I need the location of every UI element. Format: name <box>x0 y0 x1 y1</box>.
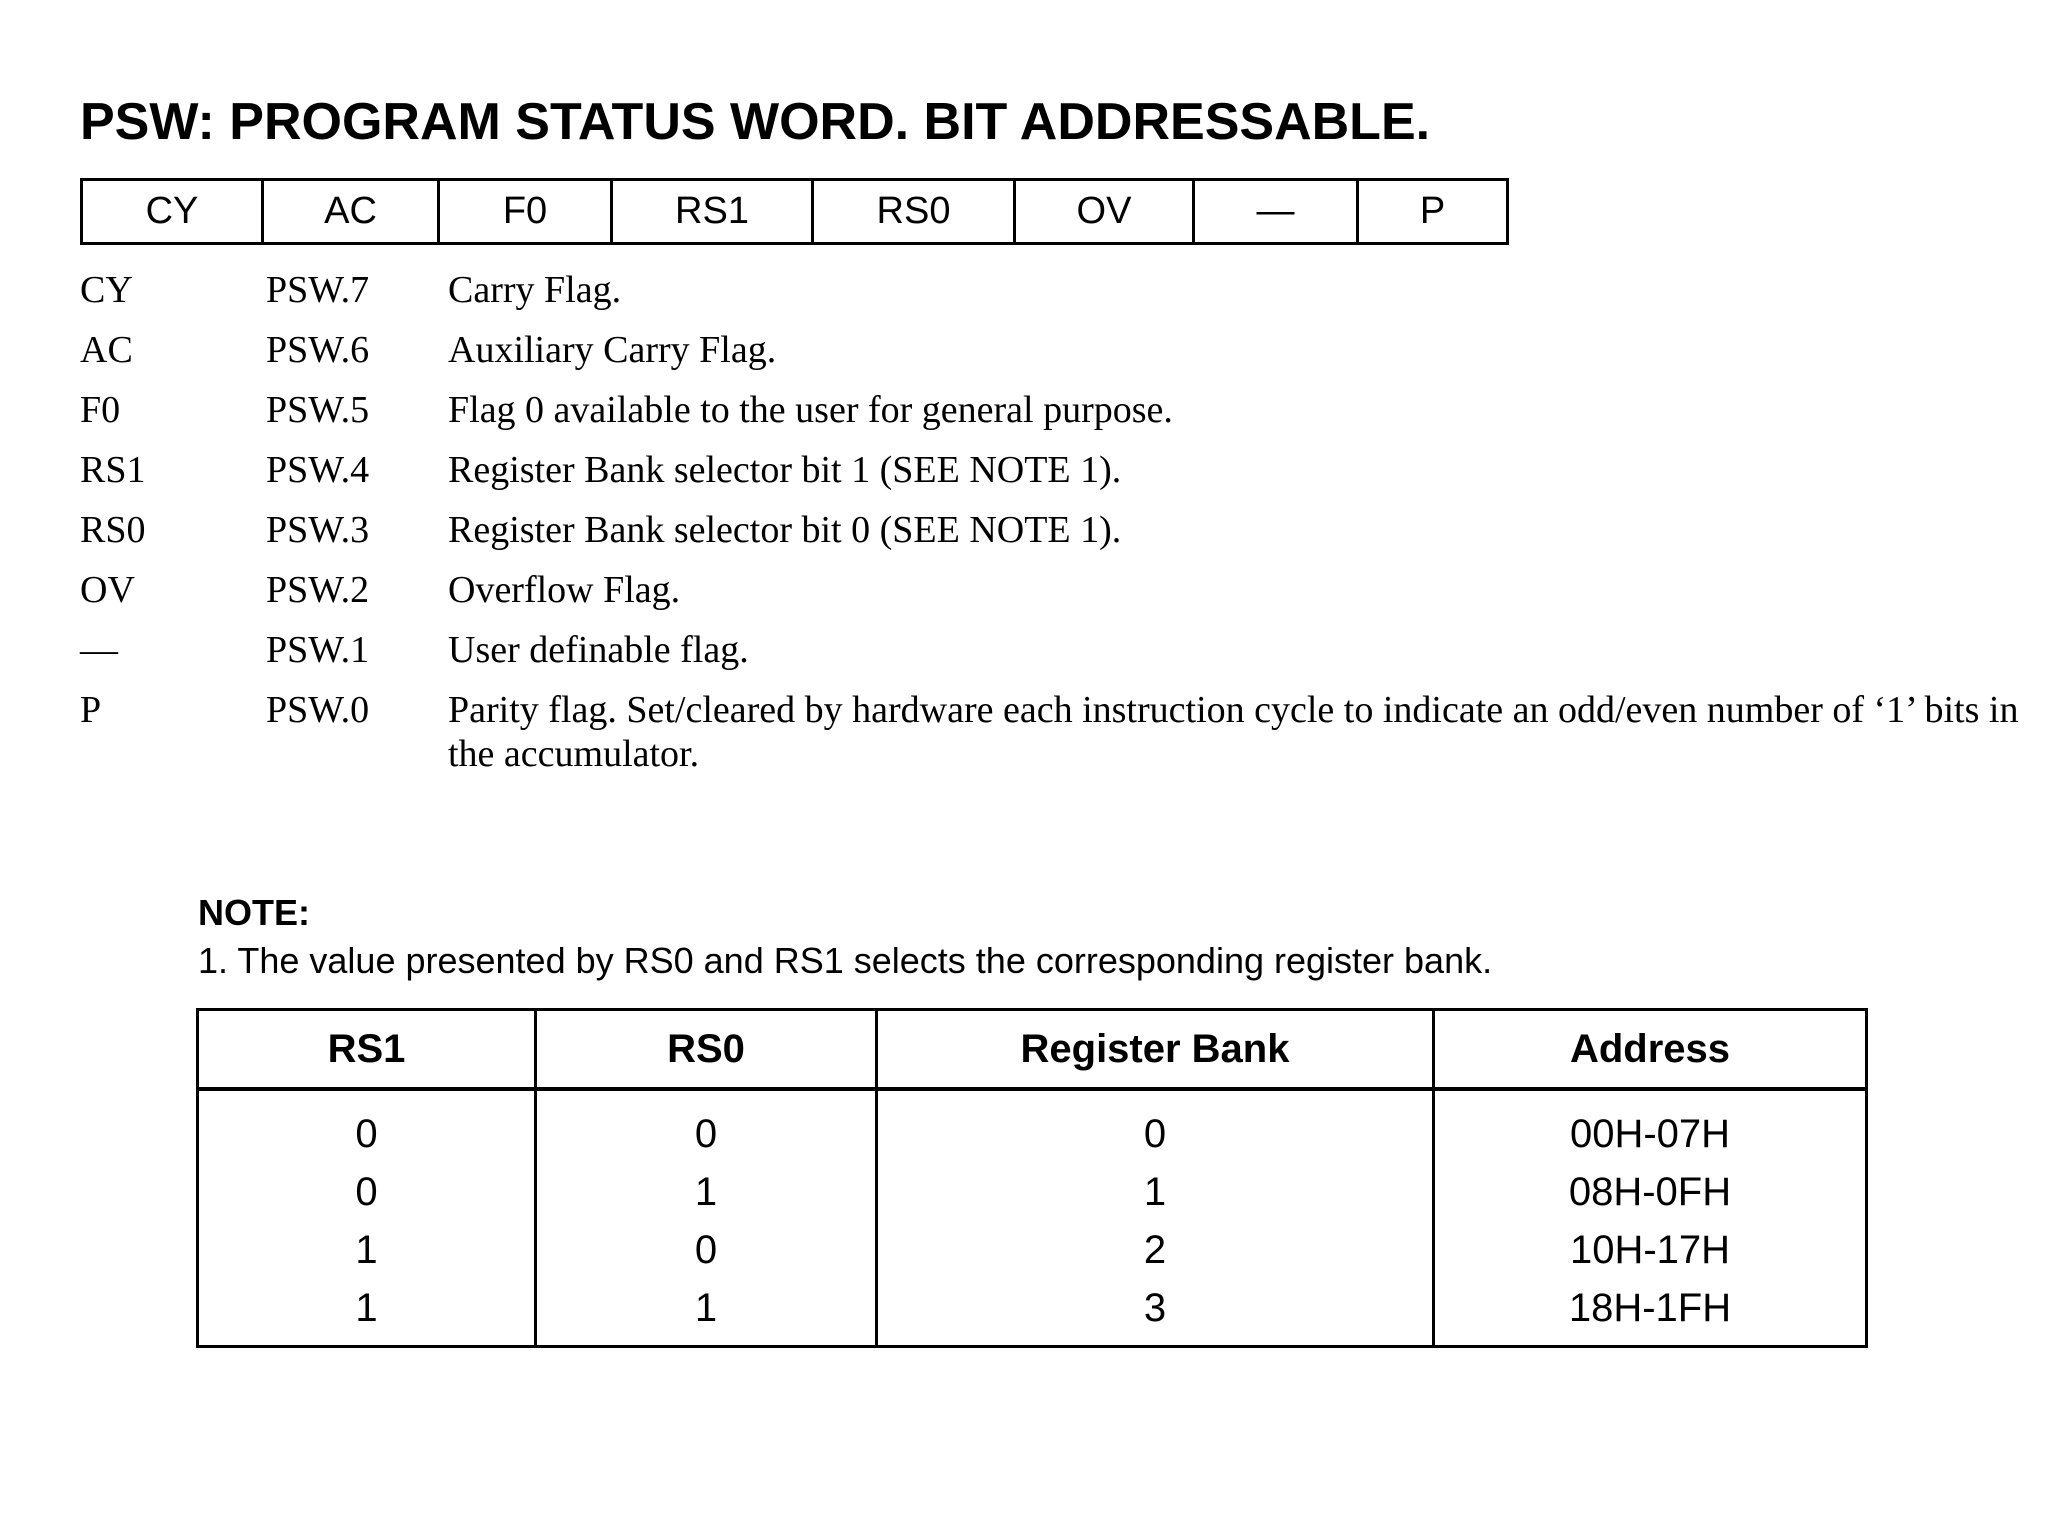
column-header-rs1: RS1 <box>199 1011 537 1087</box>
bit-description: User definable flag. <box>448 629 749 671</box>
list-item <box>80 628 2030 688</box>
bit-symbol: RS0 <box>80 509 146 551</box>
register-bit-rs0: RS0 <box>814 181 1016 242</box>
list-item <box>80 688 2030 788</box>
register-bit-p: P <box>1419 190 1446 232</box>
bit-description: Auxiliary Carry Flag. <box>448 329 777 371</box>
column-header-register-bank: Register Bank <box>878 1011 1435 1087</box>
register-bit-unused: — <box>1195 181 1359 242</box>
table-cell: 3 <box>1143 1286 1167 1330</box>
table-column-address <box>1435 1091 1865 1345</box>
bit-symbol: OV <box>80 569 135 611</box>
list-item <box>80 508 2030 568</box>
register-bit-ov: OV <box>1016 181 1195 242</box>
table-column-rs0 <box>537 1091 878 1345</box>
table-cell: 00H-07H <box>1569 1112 1731 1156</box>
table-column-rs1 <box>199 1091 537 1345</box>
bit-symbol: — <box>80 629 118 671</box>
bit-address: PSW.4 <box>266 449 370 491</box>
note-text: 1. The value presented by RS0 and RS1 selects the corresponding register bank. <box>198 940 1493 981</box>
note-heading: NOTE: <box>198 892 310 933</box>
list-item <box>80 268 2030 328</box>
bit-address: PSW.0 <box>266 689 370 731</box>
bit-symbol: RS1 <box>80 449 146 491</box>
bit-symbol: F0 <box>80 389 121 431</box>
bit-description: Parity flag. Set/cleared by hardware each instruction cycle to indicate an odd/even number of ‘1’ bits in the accumulator. <box>448 689 2019 775</box>
register-bit-f0: F0 <box>440 181 613 242</box>
bit-address: PSW.5 <box>266 389 370 431</box>
bit-address: PSW.2 <box>266 569 370 611</box>
list-item <box>80 328 2030 388</box>
bit-description: Overflow Flag. <box>448 569 681 611</box>
bit-symbol: P <box>80 689 102 731</box>
register-bit-ac: AC <box>264 181 440 242</box>
bit-description: Flag 0 available to the user for general purpose. <box>448 389 1173 431</box>
bit-definition-list <box>80 268 2030 788</box>
table-header-row <box>199 1011 1865 1091</box>
table-cell: 18H-1FH <box>1568 1286 1732 1330</box>
bit-description: Carry Flag. <box>448 269 622 311</box>
bit-address: PSW.7 <box>266 269 370 311</box>
bit-description: Register Bank selector bit 0 (SEE NOTE 1). <box>448 509 1122 551</box>
bit-symbol: CY <box>80 269 133 311</box>
psw-register-diagram <box>80 178 1509 245</box>
table-cell: 1 <box>694 1286 718 1330</box>
bit-address: PSW.1 <box>266 629 370 671</box>
table-cell: 1 <box>694 1170 718 1214</box>
table-body <box>199 1091 1865 1345</box>
table-cell: 0 <box>355 1170 378 1214</box>
register-bank-table <box>196 1008 1868 1348</box>
bit-symbol: AC <box>80 329 133 371</box>
table-cell: 08H-0FH <box>1568 1170 1732 1214</box>
bit-address: PSW.6 <box>266 329 370 371</box>
bit-description: Register Bank selector bit 1 (SEE NOTE 1). <box>448 449 1122 491</box>
list-item <box>80 388 2030 448</box>
table-cell: 0 <box>694 1228 718 1272</box>
table-cell: 0 <box>694 1112 718 1156</box>
bit-address: PSW.3 <box>266 509 370 551</box>
column-header-address: Address <box>1569 1026 1731 1071</box>
column-header-rs0: RS0 <box>537 1011 878 1087</box>
table-column-register-bank <box>878 1091 1435 1345</box>
list-item <box>80 448 2030 508</box>
table-cell: 1 <box>1143 1170 1167 1214</box>
table-cell: 2 <box>1143 1228 1167 1272</box>
register-bit-rs1: RS1 <box>613 181 814 242</box>
table-cell: 1 <box>355 1286 378 1330</box>
table-cell: 0 <box>355 1112 378 1156</box>
table-cell: 0 <box>1143 1112 1167 1156</box>
register-bit-cy: CY <box>83 181 264 242</box>
table-cell: 1 <box>355 1228 378 1272</box>
page-title: PSW: PROGRAM STATUS WORD. BIT ADDRESSABLE. <box>80 93 1431 151</box>
list-item <box>80 568 2030 628</box>
table-cell: 10H-17H <box>1569 1228 1731 1272</box>
